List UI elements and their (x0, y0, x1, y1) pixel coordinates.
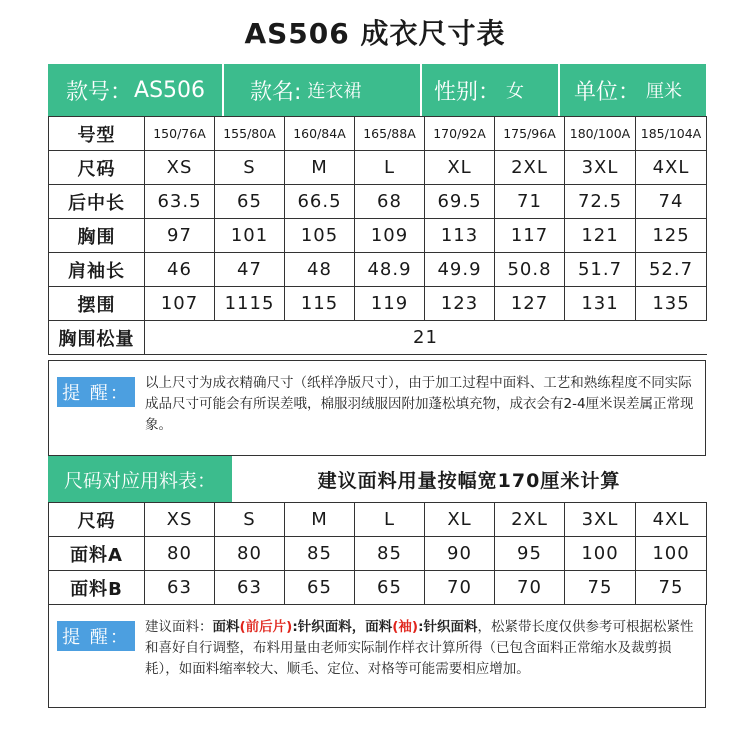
unit-cell (560, 64, 706, 116)
note-highlight: (前后片) (239, 619, 293, 635)
table-cell: 75 (565, 571, 636, 605)
style-name-value: 连衣裙 (307, 81, 362, 102)
style-number-label: 款号： (66, 79, 133, 105)
table-cell: 85 (285, 537, 355, 571)
table-cell: 101 (215, 219, 285, 253)
table-cell: 100 (636, 537, 707, 571)
unit-value: 厘米 (646, 81, 683, 102)
table-cell: 127 (495, 287, 565, 321)
table-cell: 65 (215, 185, 285, 219)
table-row (49, 253, 707, 287)
table-cell: 63.5 (145, 185, 215, 219)
table-cell: 68 (355, 185, 425, 219)
table-cell: 70 (425, 571, 495, 605)
table-cell: XL (425, 151, 495, 185)
table-cell: 150/76A (145, 117, 215, 151)
table-cell: 125 (636, 219, 707, 253)
table-row (49, 151, 707, 185)
style-number-value: AS506 (134, 77, 206, 103)
note-highlight: (袖) (392, 619, 419, 635)
fabric-width-note: 建议面料用量按幅宽170厘米计算 (317, 469, 621, 492)
table-cell: 4XL (636, 503, 707, 537)
note-segment: :针织面料， (292, 619, 366, 635)
row-label: 面料B (49, 571, 145, 605)
table-row (49, 571, 707, 605)
table-cell: 71 (495, 185, 565, 219)
table-cell: 51.7 (565, 253, 636, 287)
table-cell: 69.5 (425, 185, 495, 219)
table-cell: 109 (355, 219, 425, 253)
table-row (49, 537, 707, 571)
row-label: 尺码 (49, 503, 145, 537)
table-cell: 66.5 (285, 185, 355, 219)
row-label: 号型 (49, 117, 145, 151)
table-row (49, 219, 707, 253)
gender-cell (422, 64, 560, 116)
table-cell: 100 (565, 537, 636, 571)
table-cell: 131 (565, 287, 636, 321)
table-cell: 117 (495, 219, 565, 253)
gender-label: 性别： (434, 79, 501, 105)
table-cell: 48 (285, 253, 355, 287)
table-cell: L (355, 503, 425, 537)
table-cell: 3XL (565, 503, 636, 537)
table-cell: 160/84A (285, 117, 355, 151)
gender-value: 女 (506, 81, 525, 102)
table-cell: 119 (355, 287, 425, 321)
table-cell: L (355, 151, 425, 185)
table-cell: 121 (565, 219, 636, 253)
row-label: 后中长 (49, 185, 145, 219)
table-cell: 49.9 (425, 253, 495, 287)
fabric-table (48, 502, 707, 605)
table-cell: 75 (636, 571, 707, 605)
table-cell: 185/104A (636, 117, 707, 151)
table-cell: 47 (215, 253, 285, 287)
table-cell: 155/80A (215, 117, 285, 151)
table-cell: M (285, 503, 355, 537)
table-cell: 46 (145, 253, 215, 287)
table-row (49, 287, 707, 321)
table-cell: 2XL (495, 503, 565, 537)
style-name-cell (224, 64, 422, 116)
table-cell: 135 (636, 287, 707, 321)
spec-header (48, 64, 706, 116)
table-cell: 80 (145, 537, 215, 571)
reminder-text: 以上尺寸为成衣精确尺寸（纸样净版尺寸），由于加工过程中面料、工艺和熟练程度不同实际成品尺寸可能会有所误差哦，棉服羽绒服因附加蓬松填充物，成衣会有2-4厘米误差属正常现象。 (145, 375, 694, 433)
note-segment: 面料 (212, 619, 240, 635)
note-segment: 面料 (365, 619, 393, 635)
note-segment: 建议面料： (145, 619, 213, 635)
table-row (49, 503, 707, 537)
table-cell: 63 (215, 571, 285, 605)
reminder-box (48, 360, 706, 456)
page-title: AS506 成衣尺寸表 (244, 17, 506, 50)
table-cell: S (215, 151, 285, 185)
size-table (48, 116, 707, 355)
table-cell: 113 (425, 219, 495, 253)
fabric-reminder-badge: 提 醒： (57, 621, 135, 651)
row-label: 尺码 (49, 151, 145, 185)
row-label: 面料A (49, 537, 145, 571)
fabric-reminder-text (145, 617, 695, 680)
row-label: 肩袖长 (49, 253, 145, 287)
style-name-label: 款名: (250, 79, 302, 105)
table-cell: XS (145, 151, 215, 185)
row-label: 胸围 (49, 219, 145, 253)
table-cell: 52.7 (636, 253, 707, 287)
table-cell: 70 (495, 571, 565, 605)
table-cell: 48.9 (355, 253, 425, 287)
table-cell: 1115 (215, 287, 285, 321)
chest-ease-label: 胸围松量 (49, 321, 145, 355)
table-cell: 115 (285, 287, 355, 321)
table-cell: 72.5 (565, 185, 636, 219)
table-cell: 65 (355, 571, 425, 605)
table-row (49, 117, 707, 151)
table-cell: 4XL (636, 151, 707, 185)
table-cell: 97 (145, 219, 215, 253)
table-cell: 2XL (495, 151, 565, 185)
fabric-usage-header (48, 456, 706, 502)
unit-label: 单位： (574, 79, 641, 105)
table-cell: 80 (215, 537, 285, 571)
chest-ease-value: 21 (145, 321, 707, 355)
row-label: 摆围 (49, 287, 145, 321)
table-cell: 170/92A (425, 117, 495, 151)
table-cell: 74 (636, 185, 707, 219)
note-segment: ，松紧带长度仅供参考可根据松紧性和喜好自行调整，布料用量由老师实际制作样衣计算所得（已包含面料正常缩水及裁剪损耗），如面料缩率较大、顺毛、定位、对格等可能需要相应增加。 (145, 619, 694, 677)
table-cell: 50.8 (495, 253, 565, 287)
table-cell: 3XL (565, 151, 636, 185)
table-cell: 105 (285, 219, 355, 253)
table-cell: 123 (425, 287, 495, 321)
table-cell: XL (425, 503, 495, 537)
table-cell: 85 (355, 537, 425, 571)
note-segment: :针织面料 (418, 619, 478, 635)
table-cell: 165/88A (355, 117, 425, 151)
table-row (49, 321, 707, 355)
reminder-badge: 提 醒： (57, 377, 135, 407)
table-row (49, 185, 707, 219)
table-cell: M (285, 151, 355, 185)
table-cell: S (215, 503, 285, 537)
table-cell: 95 (495, 537, 565, 571)
table-cell: 180/100A (565, 117, 636, 151)
fabric-reminder-box (48, 604, 706, 708)
table-cell: 65 (285, 571, 355, 605)
table-cell: 90 (425, 537, 495, 571)
table-cell: 63 (145, 571, 215, 605)
style-number-cell (48, 64, 224, 116)
fabric-table-title: 尺码对应用料表： (48, 456, 232, 502)
table-cell: 175/96A (495, 117, 565, 151)
table-cell: XS (145, 503, 215, 537)
table-cell: 107 (145, 287, 215, 321)
